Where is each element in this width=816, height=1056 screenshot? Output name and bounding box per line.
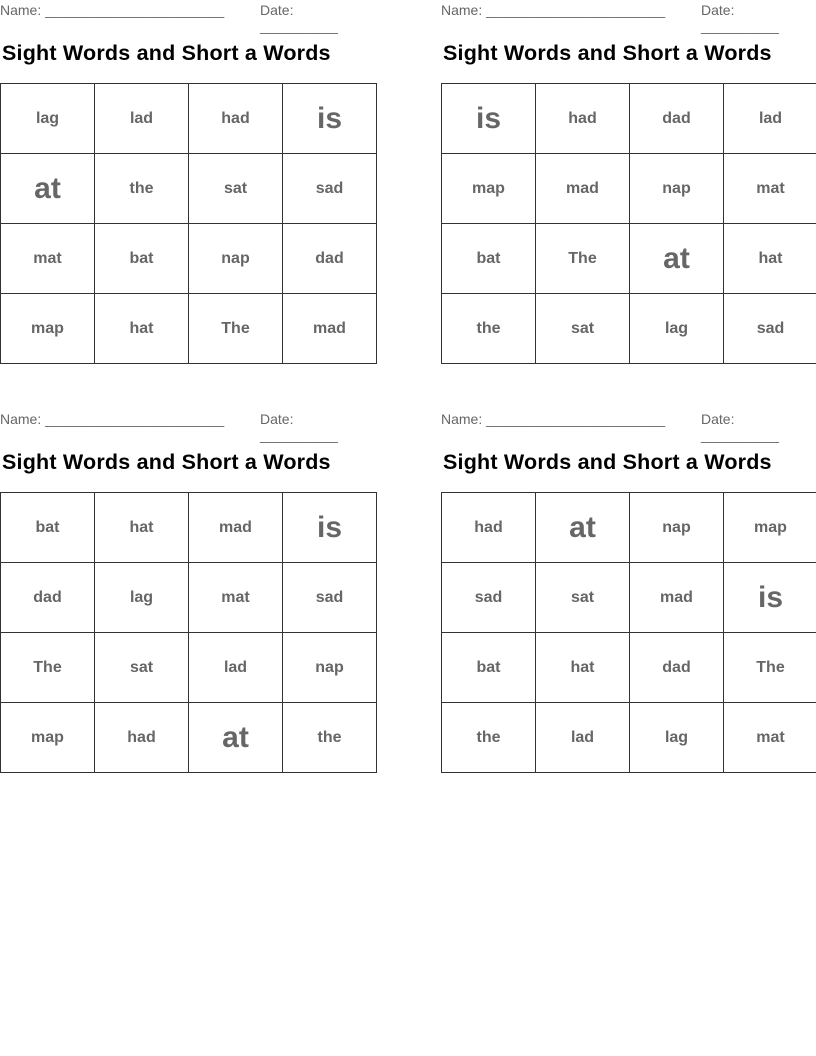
word-cell: lag: [95, 563, 189, 633]
word-cell: bat: [1, 493, 95, 563]
word-cell: mad: [630, 563, 724, 633]
word-cell: lad: [724, 84, 816, 154]
grid-row: [442, 294, 816, 364]
grid-row: [442, 84, 816, 154]
word-cell: sat: [536, 563, 630, 633]
word-cell: map: [1, 703, 95, 773]
grid-row: [442, 224, 816, 294]
header-line: [441, 409, 816, 443]
word-cell: mad: [189, 493, 283, 563]
grid-row: [442, 633, 816, 703]
grid-row: [1, 294, 377, 364]
word-cell: map: [724, 493, 816, 563]
word-grid: [0, 83, 377, 364]
word-cell: at: [1, 154, 95, 224]
word-cell: The: [189, 294, 283, 364]
word-cell: had: [442, 493, 536, 563]
word-cell: nap: [630, 493, 724, 563]
grid-row: [1, 633, 377, 703]
word-cell: lag: [1, 84, 95, 154]
word-cell: map: [1, 294, 95, 364]
word-cell: the: [442, 703, 536, 773]
grid-row: [1, 224, 377, 294]
header-line: [0, 0, 375, 34]
word-cell: mat: [1, 224, 95, 294]
grid-row: [442, 563, 816, 633]
grid-row: [1, 703, 377, 773]
word-cell: mat: [724, 703, 816, 773]
word-cell: had: [95, 703, 189, 773]
grid-row: [442, 703, 816, 773]
word-cell: is: [283, 493, 377, 563]
grid-row: [442, 493, 816, 563]
word-cell: the: [283, 703, 377, 773]
word-cell: The: [1, 633, 95, 703]
word-cell: hat: [724, 224, 816, 294]
word-cell: nap: [189, 224, 283, 294]
word-grid: [441, 83, 816, 364]
word-cell: is: [442, 84, 536, 154]
word-cell: hat: [536, 633, 630, 703]
word-cell: lad: [536, 703, 630, 773]
grid-row: [1, 84, 377, 154]
word-cell: mad: [283, 294, 377, 364]
word-cell: sad: [283, 563, 377, 633]
bingo-card-4: [441, 409, 816, 746]
word-cell: at: [189, 703, 283, 773]
word-cell: map: [442, 154, 536, 224]
card-title: Sight Words and Short a Words: [443, 450, 772, 474]
bingo-card-1: [0, 0, 375, 337]
grid-row: [1, 154, 377, 224]
bingo-card-3: [0, 409, 375, 754]
word-cell: nap: [630, 154, 724, 224]
grid-row: [1, 493, 377, 563]
card-title: Sight Words and Short a Words: [2, 450, 331, 474]
word-cell: sat: [536, 294, 630, 364]
word-cell: bat: [95, 224, 189, 294]
word-cell: mad: [536, 154, 630, 224]
word-cell: bat: [442, 633, 536, 703]
word-cell: is: [724, 563, 816, 633]
word-cell: lag: [630, 703, 724, 773]
word-cell: is: [283, 84, 377, 154]
name-field[interactable]: Name: _______________________: [441, 2, 666, 18]
word-cell: mat: [724, 154, 816, 224]
word-cell: had: [189, 84, 283, 154]
grid-row: [1, 563, 377, 633]
word-cell: sat: [95, 633, 189, 703]
card-title: Sight Words and Short a Words: [443, 41, 772, 65]
bingo-card-2: [441, 0, 816, 337]
date-field[interactable]: Date: __________: [260, 411, 338, 443]
grid-row: [442, 154, 816, 224]
word-cell: at: [630, 224, 724, 294]
word-cell: The: [724, 633, 816, 703]
word-cell: sat: [189, 154, 283, 224]
word-cell: lad: [95, 84, 189, 154]
header-line: [0, 409, 375, 443]
name-field[interactable]: Name: _______________________: [0, 411, 225, 427]
header-line: [441, 0, 816, 34]
word-cell: dad: [1, 563, 95, 633]
date-field[interactable]: Date: __________: [701, 411, 779, 443]
word-cell: sad: [442, 563, 536, 633]
word-cell: lad: [189, 633, 283, 703]
word-cell: bat: [442, 224, 536, 294]
card-title: Sight Words and Short a Words: [2, 41, 331, 65]
word-cell: dad: [283, 224, 377, 294]
word-cell: sad: [283, 154, 377, 224]
word-cell: the: [442, 294, 536, 364]
name-field[interactable]: Name: _______________________: [0, 2, 225, 18]
word-cell: lag: [630, 294, 724, 364]
date-field[interactable]: Date: __________: [701, 2, 779, 34]
word-grid: [0, 492, 377, 773]
word-cell: at: [536, 493, 630, 563]
word-cell: The: [536, 224, 630, 294]
date-field[interactable]: Date: __________: [260, 2, 338, 34]
word-cell: dad: [630, 84, 724, 154]
word-cell: nap: [283, 633, 377, 703]
word-grid: [441, 492, 816, 773]
word-cell: mat: [189, 563, 283, 633]
name-field[interactable]: Name: _______________________: [441, 411, 666, 427]
word-cell: sad: [724, 294, 816, 364]
word-cell: hat: [95, 294, 189, 364]
word-cell: the: [95, 154, 189, 224]
word-cell: hat: [95, 493, 189, 563]
word-cell: dad: [630, 633, 724, 703]
word-cell: had: [536, 84, 630, 154]
